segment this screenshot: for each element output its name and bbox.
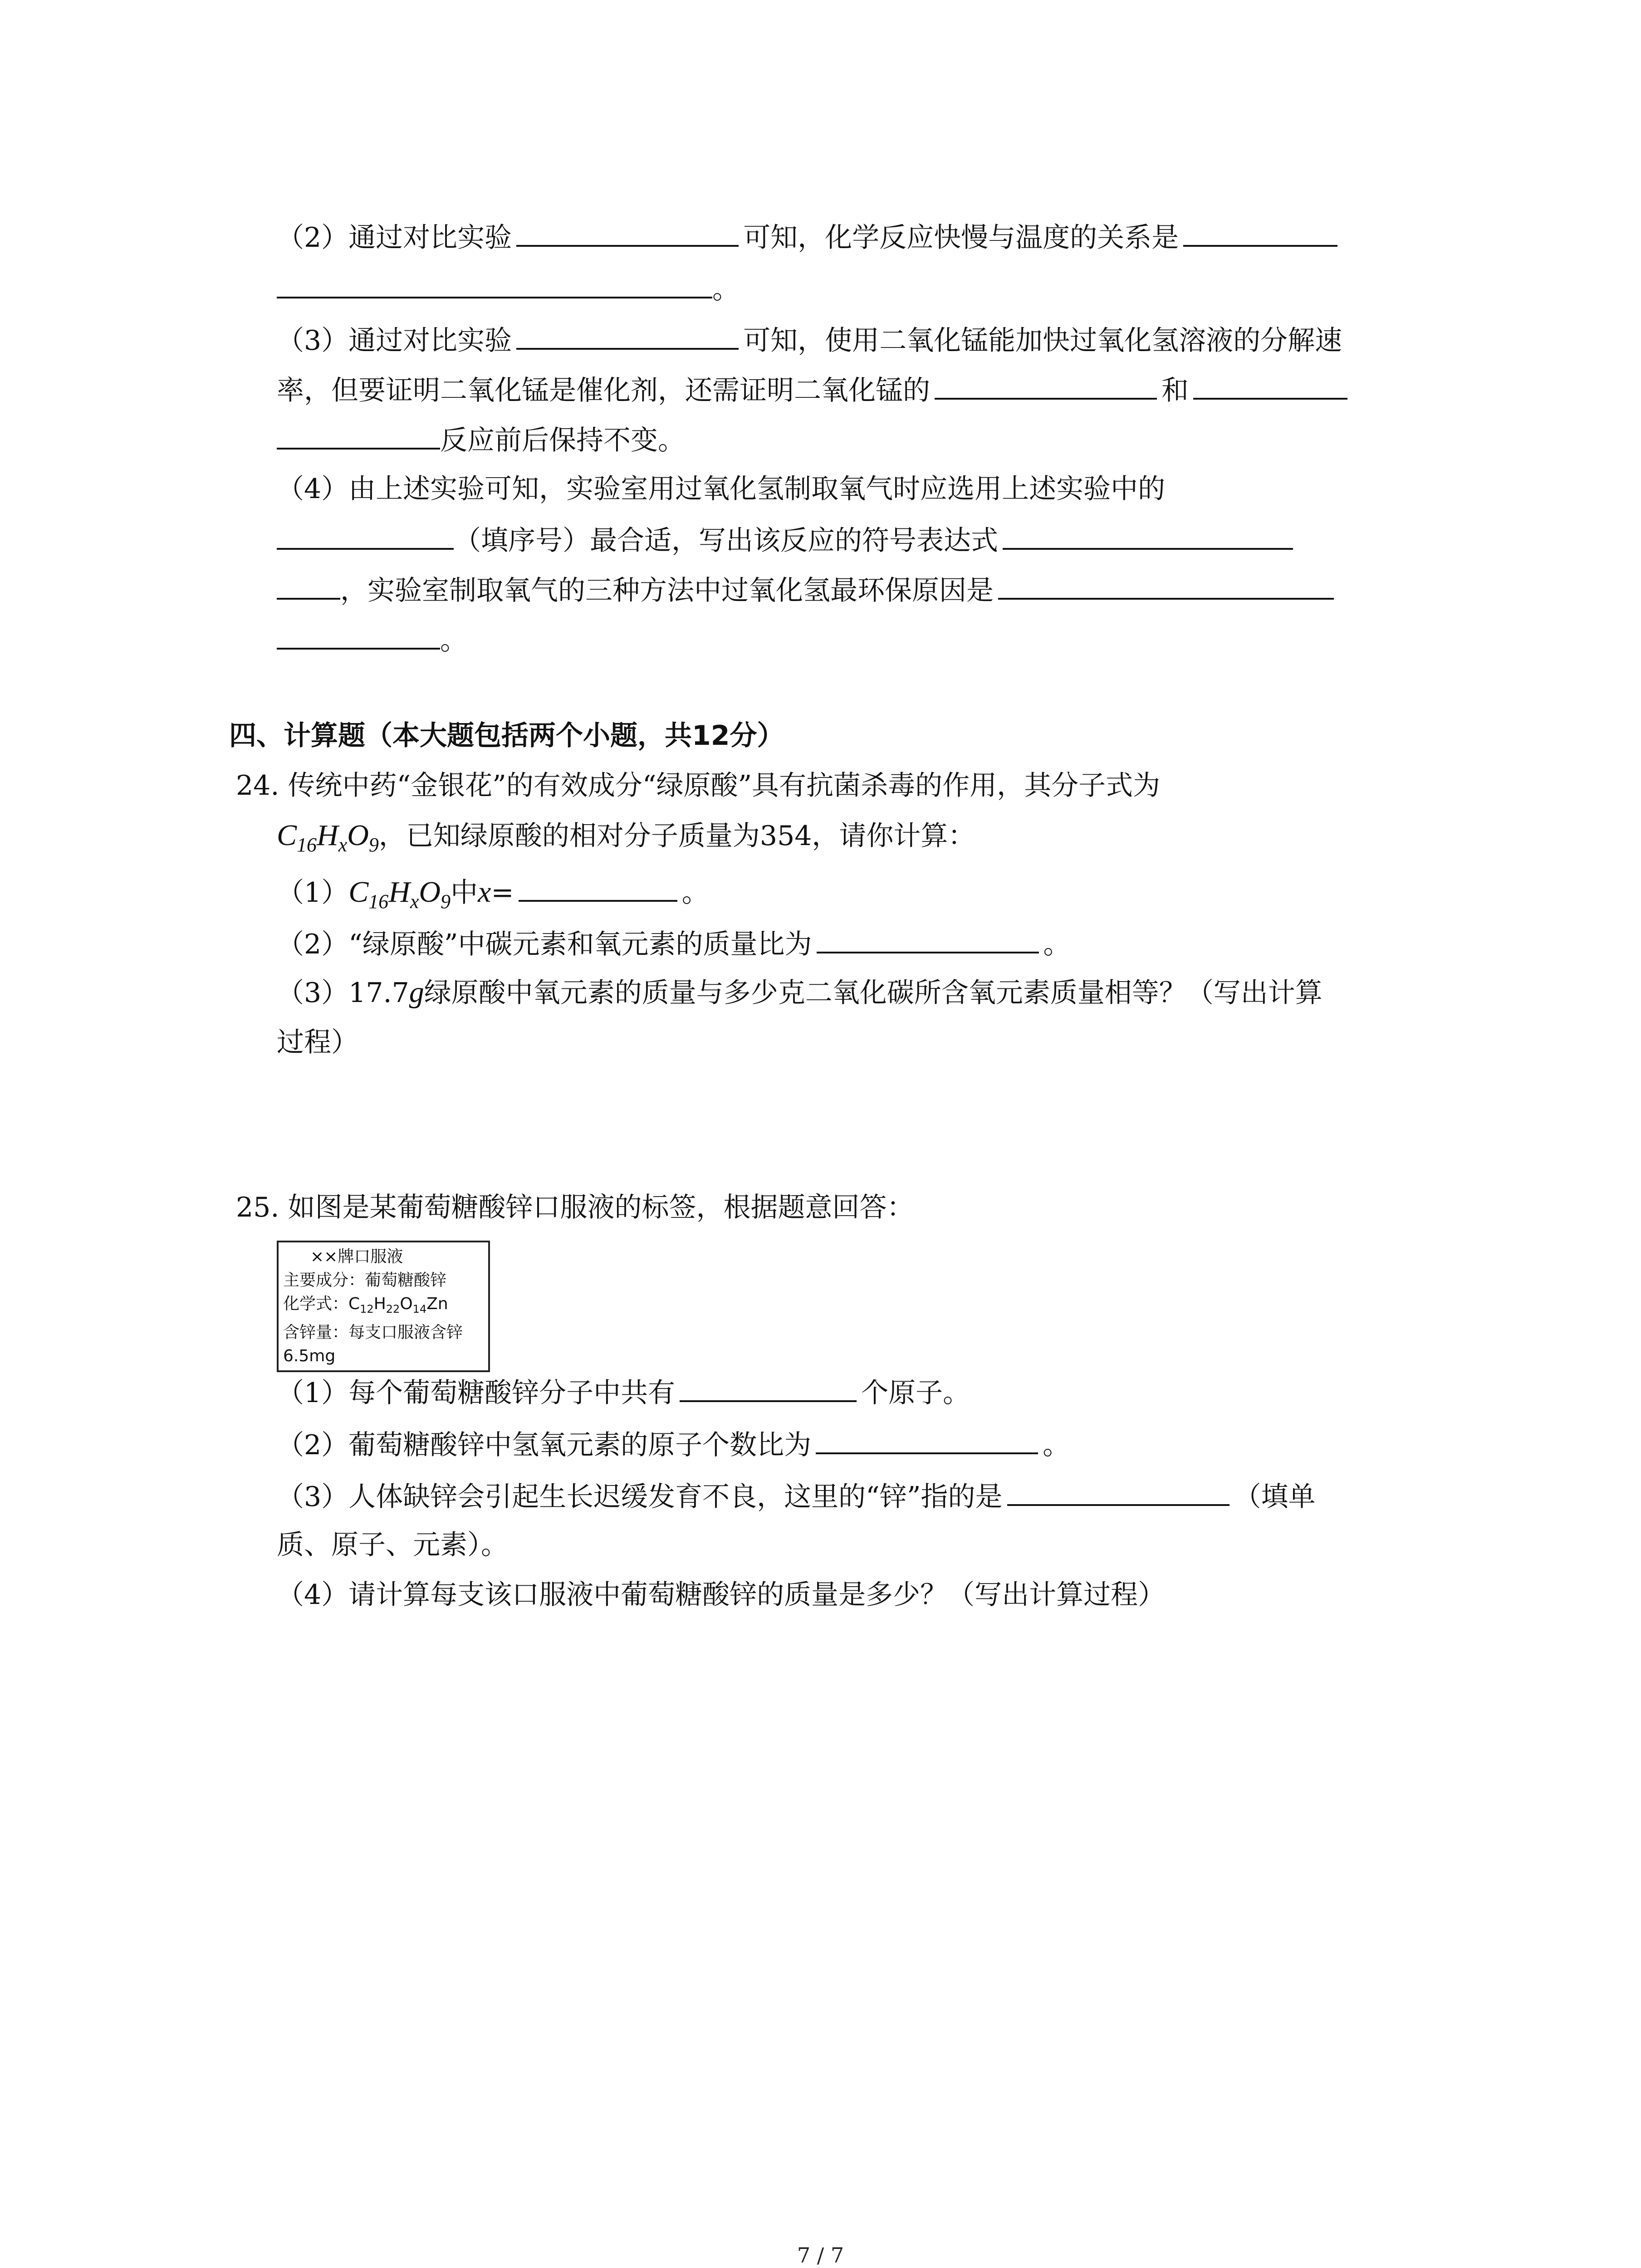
answer-blank[interactable] — [1193, 370, 1347, 400]
label-brand: ××牌口服液 — [310, 1247, 403, 1266]
answer-blank[interactable] — [1183, 217, 1337, 247]
q24-part2: （2）“绿原酸”中碳元素和氧元素的质量比为 。 — [277, 924, 1071, 963]
q25-part3-line2: 质、原子、元素）。 — [277, 1529, 508, 1561]
q25-stem: 25. 如图是某葡萄糖酸锌口服液的标签，根据题意回答： — [236, 1192, 914, 1223]
q25-part1: （1）每个葡萄糖酸锌分子中共有 个原子。 — [277, 1372, 970, 1412]
answer-blank[interactable] — [1003, 520, 1293, 550]
label-zinc-amount: 6.5mg — [283, 1347, 336, 1366]
answer-blank[interactable] — [816, 1424, 1038, 1454]
q23-part2-line2: 。 — [277, 269, 740, 308]
answer-blank[interactable] — [998, 570, 1334, 600]
q23-part2-text-b: 可知，化学反应快慢与温度的关系是 — [743, 222, 1179, 254]
answer-blank[interactable] — [277, 420, 440, 450]
q23-part2-text-a: （2）通过对比实验 — [277, 222, 512, 254]
answer-blank[interactable] — [817, 924, 1039, 953]
q23-part3-line2: 率，但要证明二氧化锰是催化剂，还需证明二氧化锰的 和 — [277, 370, 1347, 410]
q23-part4-line3: ，实验室制取氧气的三种方法中过氧化氢最环保原因是 — [277, 570, 1334, 610]
q23-part3-text-a: （3）通过对比实验 — [277, 325, 512, 357]
answer-blank[interactable] — [277, 520, 454, 550]
answer-blank[interactable] — [519, 872, 677, 902]
answer-blank[interactable] — [516, 217, 739, 247]
q23-part4-line1: （4）由上述实验可知，实验室用过氧化氢制取氧气时应选用上述实验中的 — [277, 473, 1166, 505]
q24-part3-line1: （3）17.7g绿原酸中氧元素的质量与多少克二氧化碳所含氧元素质量相等？（写出计算 — [277, 976, 1323, 1009]
answer-blank[interactable] — [516, 320, 739, 350]
q24-part1: $(1)C_{16}H_xO_9$中x= 。 — [277, 872, 709, 921]
answer-blank[interactable] — [277, 570, 340, 600]
q24-part3-line2: 过程） — [277, 1026, 358, 1058]
answer-blank[interactable] — [935, 370, 1157, 400]
q23-part3-text-c: 率，但要证明二氧化锰是催化剂，还需证明二氧化锰的 — [277, 375, 930, 406]
product-label-image — [277, 1241, 490, 1372]
q25-part4: （4）请计算每支该口服液中葡萄糖酸锌的质量是多少？（写出计算过程） — [277, 1579, 1166, 1611]
q23-part2-line1 — [277, 217, 1337, 257]
section-heading: 四、计算题（本大题包括两个小题，共12分） — [229, 720, 784, 752]
label-ingredient: 主要成分：葡萄糖酸锌 — [283, 1271, 447, 1290]
answer-blank[interactable] — [680, 1372, 857, 1402]
chemical-formula: $C_{16}H_xO_9$ — [348, 875, 451, 913]
answer-blank[interactable] — [1007, 1476, 1230, 1506]
q23-part3-line3: 反应前后保持不变。 — [277, 420, 685, 459]
q24-stem-line1: 24. 传统中药“金银花”的有效成分“绿原酸”具有抗菌杀毒的作用，其分子式为 — [236, 770, 1161, 802]
q23-part3-line1 — [277, 320, 1342, 360]
answer-blank[interactable] — [277, 269, 712, 298]
q25-part3-line1: （3）人体缺锌会引起生长迟缓发育不良，这里的“锌”指的是 （填单 — [277, 1476, 1316, 1516]
label-formula: 化学式：$C_{12}H_{22}O_{14}Zn$ — [283, 1295, 448, 1316]
q23-part4-line4: 。 — [277, 620, 467, 660]
page-number: 7 / 7 — [797, 2243, 844, 2268]
q24-stem-line2: $C_{16}H_xO_9$，已知绿原酸的相对分子质量为354，请你计算： — [277, 819, 975, 856]
q23-part4-line2: （填序号）最合适，写出该反应的符号表达式 — [277, 520, 1293, 560]
q23-part3-text-b: 可知，使用二氧化锰能加快过氧化氢溶液的分解速 — [743, 325, 1342, 357]
q25-part2: （2）葡萄糖酸锌中氢氧元素的原子个数比为 。 — [277, 1424, 1070, 1464]
label-zinc-content: 含锌量：每支口服液含锌 — [283, 1323, 463, 1342]
chemical-formula: $C_{16}H_xO_9$ — [277, 819, 379, 856]
answer-blank[interactable] — [277, 620, 440, 650]
